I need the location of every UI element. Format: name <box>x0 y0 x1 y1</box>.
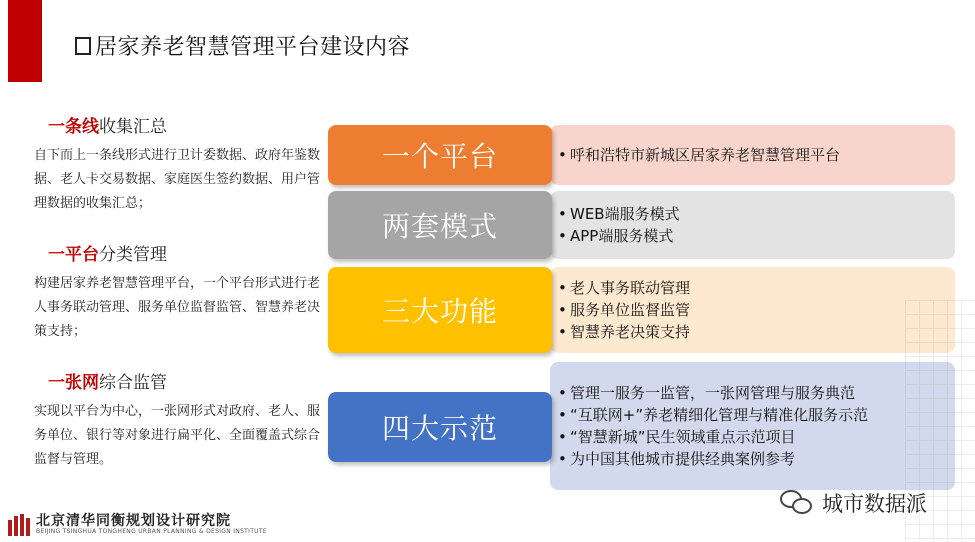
section-body-network: 实现以平台为中心，一张网形式对政府、老人、服务单位、银行等对象进行扁平化、全面覆盖式综合监督与管理。 <box>34 404 321 467</box>
list-item: • 管理一服务一监管，一张网管理与服务典范 <box>558 384 856 402</box>
row-label-pill: 四大示范 <box>328 392 552 462</box>
section-head-rest: 收集汇总 <box>99 117 167 137</box>
section-head-network <box>48 368 167 393</box>
list-item: • 为中国其他城市提供经典案例参考 <box>558 450 796 468</box>
accent-bar <box>8 0 42 82</box>
org-logo <box>8 514 267 536</box>
section-head-strong: 一张网 <box>48 373 99 393</box>
row-label-pill: 一个平台 <box>328 125 552 185</box>
list-item: • 呼和浩特市新城区居家养老智慧管理平台 <box>558 146 841 164</box>
section-head-strong: 一条线 <box>48 117 99 137</box>
section-body-platform: 构建居家养老智慧管理平台，一个平台形式进行老人事务联动管理、服务单位监督监管、智慧养老决策支持； <box>34 276 321 339</box>
row-modes <box>328 191 955 259</box>
page-title: 居家养老智慧管理平台建设内容 <box>95 35 411 60</box>
list-item: • 智慧养老决策支持 <box>558 323 691 341</box>
row-demonstrations <box>328 362 955 490</box>
institute-logo-icon <box>8 514 30 536</box>
wechat-watermark <box>780 488 927 518</box>
row-detail <box>550 191 955 259</box>
row-functions <box>328 267 955 353</box>
wechat-icon <box>780 490 814 516</box>
row-detail <box>550 125 955 185</box>
section-head-rest: 分类管理 <box>99 245 167 265</box>
watermark-text: 城市数据派 <box>822 492 927 516</box>
section-head-line <box>48 112 167 137</box>
section-head-platform <box>48 240 167 265</box>
list-item: • 服务单位监督监管 <box>558 301 691 319</box>
row-detail <box>550 267 955 353</box>
row-detail <box>550 362 955 490</box>
title-wrap <box>75 30 410 61</box>
list-item: • “智慧新城”民生领域重点示范项目 <box>558 428 796 446</box>
org-name-cn: 北京清华同衡规划设计研究院 <box>36 513 231 529</box>
section-head-strong: 一平台 <box>48 245 99 265</box>
list-item: • APP端服务模式 <box>558 227 674 245</box>
org-name-en: BEIJING TSINGHUA TONGHENG URBAN PLANNING & DESIGN INSTITUTE <box>36 528 267 535</box>
row-label-pill: 两套模式 <box>328 191 552 259</box>
list-item: • “互联网+”养老精细化管理与精准化服务示范 <box>558 406 869 424</box>
section-body-line: 自下而上一条线形式进行卫计委数据、政府年鉴数据、老人卡交易数据、家庭医生签约数据、用户管理数据的收集汇总； <box>34 148 321 211</box>
checkbox-square-icon <box>75 37 91 55</box>
list-item: • 老人事务联动管理 <box>558 279 691 297</box>
row-platform <box>328 125 955 185</box>
list-item: • WEB端服务模式 <box>558 205 680 223</box>
row-label-pill: 三大功能 <box>328 267 552 353</box>
section-head-rest: 综合监管 <box>99 373 167 393</box>
